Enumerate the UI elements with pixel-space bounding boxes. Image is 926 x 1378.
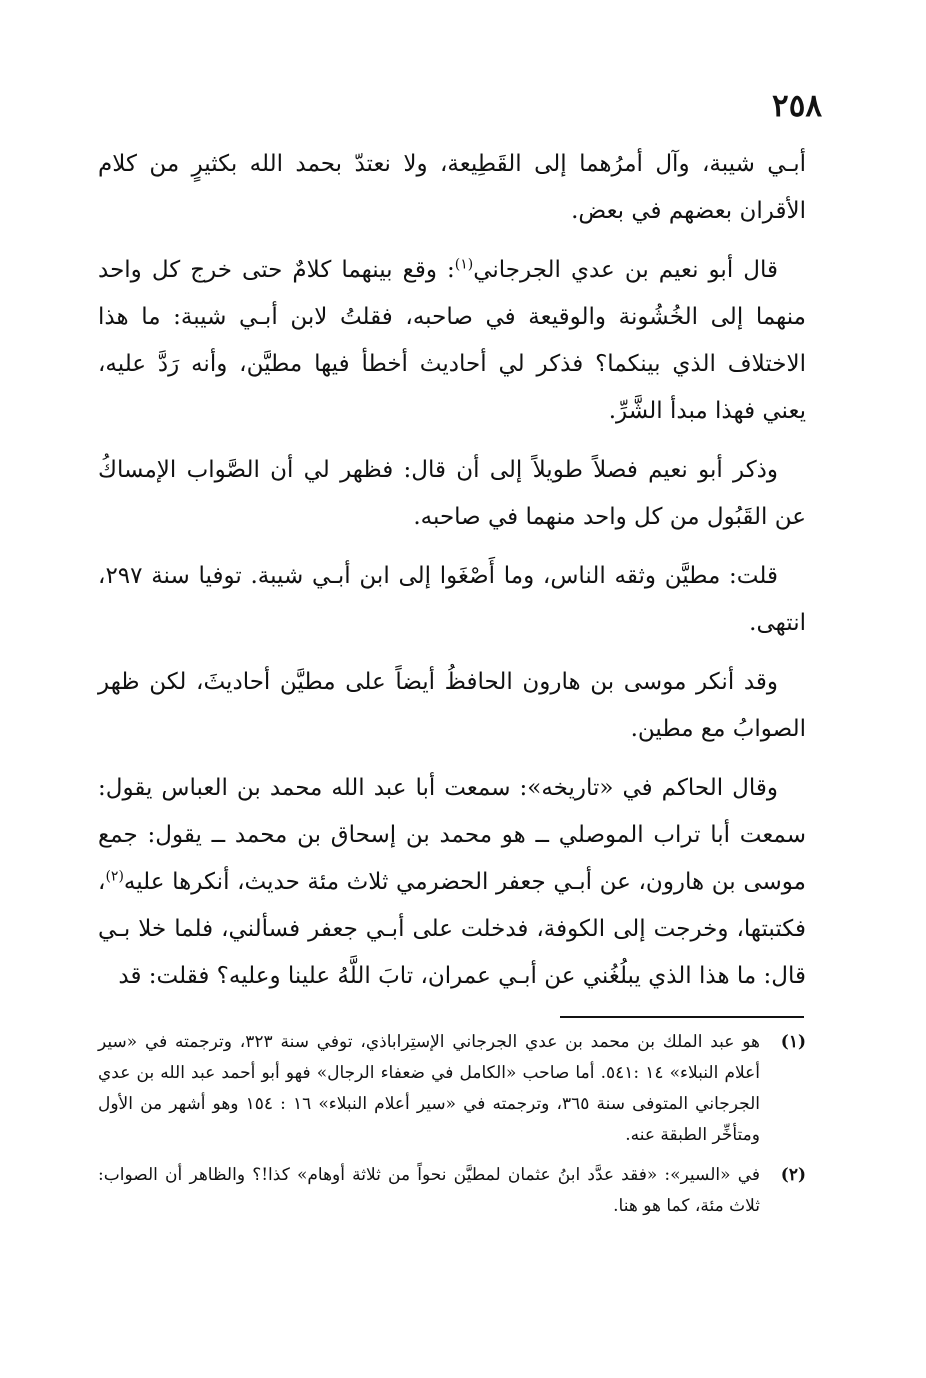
paragraph-5: وقد أنكر موسى بن هارون الحافظُ أيضاً على مطيَّن أحاديثَ، لكن ظهر الصوابُ مع مطين. — [98, 669, 806, 742]
footnote-ref-1: (١) — [454, 256, 474, 273]
paragraph-3: وذكر أبو نعيم فصلاً طويلاً إلى أن قال: فظهر لي أن الصَّواب الإمساكُ عن القَبُول من كل واحد منهما في صاحبه. — [98, 457, 806, 530]
paragraph-6-end: ، فكتبتها، وخرجت إلى الكوفة، فدخلت على أبـي جعفر فسألني، فلما خلا بـي قال: ما هذا الذي يبلُغُني عن أبـي عمران، تابَ اللَّهُ علينا وعليه؟ فقلت: قد — [98, 869, 806, 989]
footnote-2 — [98, 1160, 806, 1222]
paragraph-4: قلت: مطيَّن وثقه الناس، وما أَصْغَوا إلى ابن أبـي شيبة. توفيا سنة ٢٩٧، انتهى. — [98, 563, 806, 636]
footnote-1 — [98, 1027, 806, 1151]
footnote-number: (١) — [780, 1032, 806, 1052]
body-text — [98, 141, 806, 1000]
footnote-number: (٢) — [780, 1165, 806, 1185]
paragraph-1: أبـي شيبة، وآل أمرُهما إلى القَطِيعة، ولا نعتدّ بحمد الله بكثيرٍ من كلام الأقران بعضهم في بعض. — [98, 151, 806, 224]
footnote-ref-2: (٢) — [105, 868, 124, 885]
paragraph-2-end: : وقع بينهما كلامٌ حتى خرج كل واحد منهما إلى الخُشُونة والوقيعة في صاحبه، فقلتُ لابن أبـي شيبة: ما هذا الاختلاف الذي بينكما؟ فذكر لي أحاديث أخطأ فيها مطيَّن، وأنه رَدَّ عليه، يعني فهذا مبدأ الشَّرِّ. — [98, 257, 806, 424]
paragraph-6-start: وقال الحاكم في «تاريخه»: سمعت أبا عبد الله محمد بن العباس يقول: سمعت أبا تراب الموصلي ــ هو محمد بن إسحاق بن محمد ــ يقول: جمع موسى بن هارون، عن أبـي جعفر الحضرمي ثلاث مئة حديث، أنكرها عليه — [98, 775, 806, 895]
paragraph-6 — [98, 765, 806, 1000]
footnote-text: هو عبد الملك بن محمد بن عدي الجرجاني الإستِراباذي، توفي سنة ٣٢٣، وترجمته في «سير أعلام النبلاء» ١٤ :٥٤١. أما صاحب «الكامل في ضعفاء الرجال» فهو أبو أحمد عبد الله بن عدي الجرجاني المتوفى سنة ٣٦٥، وترجمته في «سير أعلام النبلاء» ١٦ : ١٥٤ وهو أشهر من الأول ومتأخِّر الطبقة عنه. — [98, 1032, 761, 1145]
footnote-text: في «السير»: «فقد عدَّد ابنُ عثمان لمطيَّن نحواً من ثلاثة أوهام» كذا!؟ والظاهر أن الصواب: ثلاث مئة، كما هو هنا. — [98, 1165, 760, 1216]
page-number: ٢٥٨ — [772, 88, 822, 124]
footnotes — [98, 1027, 806, 1222]
paragraph-2-start: قال أبو نعيم بن عدي الجرجاني — [473, 257, 778, 283]
paragraph-2 — [98, 247, 806, 435]
footnote-separator — [560, 1016, 804, 1018]
